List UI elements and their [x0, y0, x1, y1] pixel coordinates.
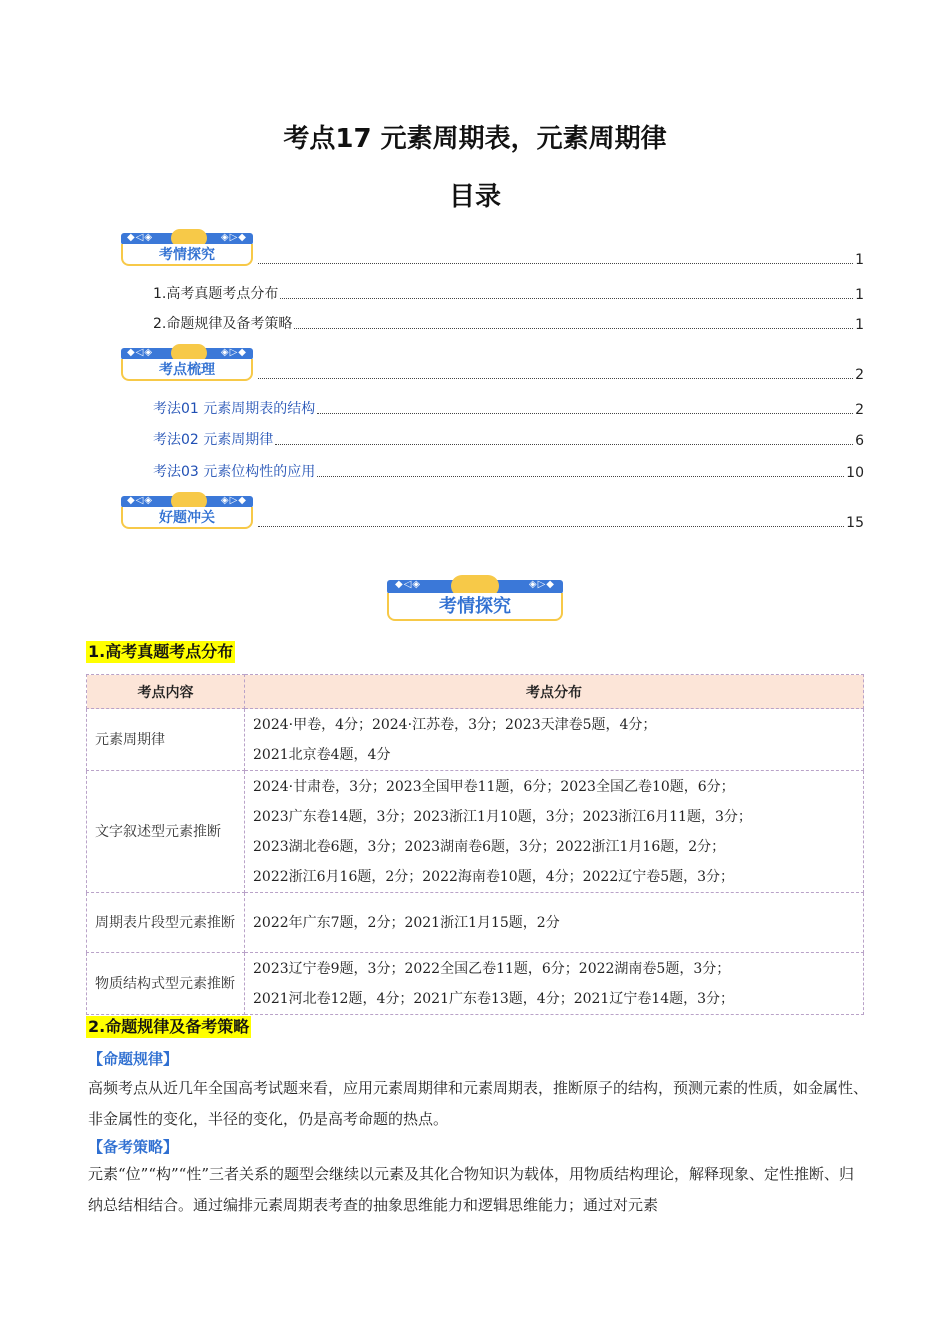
toc-entry[interactable] — [256, 367, 864, 383]
toc-leader — [258, 526, 844, 527]
toc-page-number: 2 — [855, 402, 864, 418]
badge-kaoqing-toc: ◆◁◈ ◈▷◆ 考情探究 — [121, 230, 253, 266]
toc-leader — [317, 413, 853, 414]
section-heading-strategy: 2.命题规律及备考策略 — [88, 1017, 250, 1036]
toc-leader — [258, 263, 853, 264]
toc-entry-text: 考法01 元素周期表的结构 — [153, 401, 316, 417]
table-row — [87, 771, 864, 893]
toc-entry[interactable] — [256, 515, 864, 531]
table-cell-topic: 元素周期律 — [87, 709, 245, 771]
distribution-line: 2024·甲卷，4分；2024·江苏卷，3分；2023天津卷5题，4分； — [253, 716, 657, 733]
table-cell-distribution — [245, 953, 864, 1015]
strategy-label: 【备考策略】 — [88, 1138, 179, 1156]
table-row — [87, 709, 864, 771]
table-header-cell: 考点内容 — [87, 675, 245, 709]
table-row — [87, 953, 864, 1015]
toc-page-number: 15 — [846, 515, 864, 531]
toc-entry[interactable] — [153, 398, 864, 418]
distribution-line: 2021河北卷12题，4分；2021广东卷13题，4分；2021辽宁卷14题，3分； — [253, 990, 735, 1007]
toc-title: 目录 — [448, 182, 501, 212]
table-cell-distribution — [245, 771, 864, 893]
toc-entry[interactable] — [256, 252, 864, 268]
table-header-row — [87, 675, 864, 709]
toc-page-number: 6 — [855, 433, 864, 449]
table-cell-distribution — [245, 893, 864, 953]
distribution-line: 2021北京卷4题，4分 — [253, 746, 391, 763]
strategy-paragraph: 元素“位”“构”“性”三者关系的题型会继续以元素及其化合物知识为载体，用物质结构理论，解释现象、定性推断、归纳总结相结合。通过编排元素周期表考查的抽象思维能力和逻辑思维能力；通过对元素 — [88, 1165, 855, 1214]
badge-label: 考点梳理 — [159, 362, 215, 378]
toc-leader — [317, 476, 844, 477]
badge-label: 好题冲关 — [159, 510, 215, 526]
rule-paragraph: 高频考点从近几年全国高考试题来看，应用元素周期律和元素周期表，推断原子的结构，预测元素的性质，如金属性、非金属性的变化，半径的变化，仍是高考命题的热点。 — [88, 1079, 869, 1128]
exam-distribution-table — [86, 674, 864, 1015]
toc-page-number: 10 — [846, 465, 864, 481]
toc-entry[interactable] — [153, 283, 864, 303]
table-header-cell: 考点分布 — [245, 675, 864, 709]
badge-kaodian-toc: ◆◁◈ ◈▷◆ 考点梳理 — [121, 345, 253, 381]
toc-entry-text: 2.命题规律及备考策略 — [153, 316, 293, 332]
distribution-line: 2023广东卷14题，3分；2023浙江1月10题，3分；2023浙江6月11题，3分； — [253, 808, 752, 825]
distribution-line: 2022浙江6月16题，2分；2022海南卷10题，4分；2022辽宁卷5题，3分； — [253, 868, 735, 885]
toc-leader — [275, 444, 853, 445]
section-heading-distribution: 1.高考真题考点分布 — [88, 642, 234, 661]
table-row — [87, 893, 864, 953]
toc-entry-text: 考法03 元素位构性的应用 — [153, 464, 316, 480]
distribution-line: 2022年广东7题，2分；2021浙江1月15题，2分 — [253, 914, 560, 931]
toc-page-number: 1 — [855, 287, 864, 303]
toc-page-number: 1 — [855, 252, 864, 268]
table-cell-topic: 周期表片段型元素推断 — [87, 893, 245, 953]
toc-entry[interactable] — [153, 429, 864, 449]
distribution-line: 2024·甘肃卷，3分；2023全国甲卷11题，6分；2023全国乙卷10题，6分； — [253, 778, 735, 795]
toc-entry-text: 1.高考真题考点分布 — [153, 286, 279, 302]
table-cell-distribution — [245, 709, 864, 771]
toc-page-number: 2 — [855, 367, 864, 383]
toc-leader — [294, 328, 853, 329]
badge-label: 考情探究 — [439, 596, 511, 617]
rule-label: 【命题规律】 — [88, 1050, 179, 1068]
toc-entry[interactable] — [153, 313, 864, 333]
toc-entry[interactable] — [153, 461, 864, 481]
badge-label: 考情探究 — [159, 247, 215, 263]
page-title: 考点17 元素周期表，元素周期律 — [283, 124, 667, 154]
table-cell-topic: 文字叙述型元素推断 — [87, 771, 245, 893]
toc-entry-text: 考法02 元素周期律 — [153, 432, 274, 448]
toc-page-number: 1 — [855, 317, 864, 333]
badge-kaoqing-section: ◆◁◈ ◈▷◆ 考情探究 — [387, 577, 563, 623]
toc-leader — [258, 378, 853, 379]
distribution-line: 2023湖北卷6题，3分；2023湖南卷6题，3分；2022浙江1月16题，2分； — [253, 838, 726, 855]
toc-leader — [280, 298, 853, 299]
badge-haoti-toc: ◆◁◈ ◈▷◆ 好题冲关 — [121, 493, 253, 529]
table-cell-topic: 物质结构式型元素推断 — [87, 953, 245, 1015]
distribution-line: 2023辽宁卷9题，3分；2022全国乙卷11题，6分；2022湖南卷5题，3分； — [253, 960, 731, 977]
